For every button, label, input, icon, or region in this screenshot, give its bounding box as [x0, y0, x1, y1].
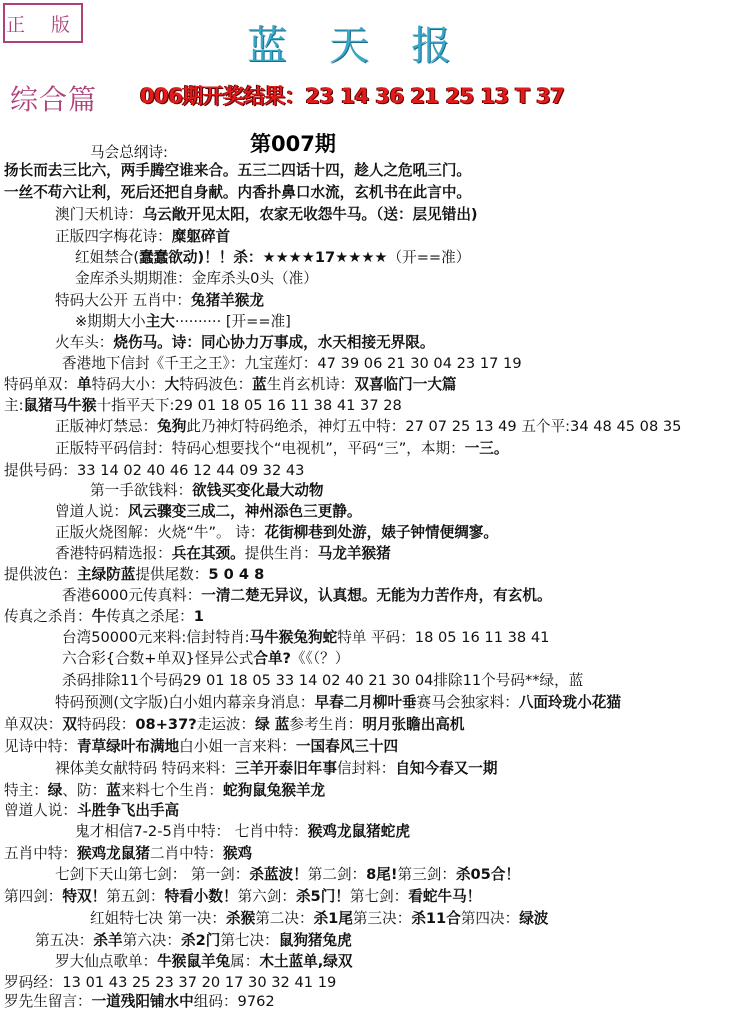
text-fragment: 正版特平码信封：特码心想要找个“电视机”，平码“三”，本期： [55, 440, 465, 457]
text-line [4, 782, 325, 800]
text-fragment: 来料七个生肖： [120, 782, 223, 799]
text-fragment: 33 14 02 40 46 12 44 09 32 43 [76, 462, 305, 479]
text-fragment: 马龙羊猴猪 [317, 545, 391, 562]
text-fragment: 第六剑： [237, 888, 296, 905]
text-fragment: 第二剑： [307, 866, 367, 883]
text-fragment: 单双决： [4, 716, 63, 733]
text-fragment: 单 [76, 376, 92, 393]
text-fragment: 特码大小： [91, 376, 165, 393]
text-fragment: 特码大公开 五肖中： [55, 292, 191, 309]
text-line [4, 993, 275, 1011]
text-line [55, 694, 621, 712]
text-line [55, 228, 230, 246]
text-line [55, 206, 478, 224]
text-fragment: 曾道人说： [4, 802, 77, 819]
text-line [4, 738, 398, 756]
text-fragment: 参考生肖： [289, 716, 363, 733]
text-fragment: 红姐特七决 第一决： [90, 910, 226, 927]
text-fragment: 特看小数！ [164, 888, 238, 905]
text-line [55, 545, 391, 563]
text-fragment: 猴鸡 [222, 845, 253, 862]
text-fragment: 提供尾数： [135, 566, 209, 583]
text-fragment: 七剑下天山第七剑： 第一剑： [55, 866, 250, 883]
text-fragment: 传真之杀肖： [4, 608, 92, 625]
text-fragment: 排除11个号码**绿，蓝 [433, 672, 584, 689]
text-fragment: 13 01 43 25 23 37 20 17 30 32 41 19 [62, 974, 337, 991]
text-fragment: )！！杀：★★★★17★★★★ [197, 249, 388, 266]
section-title: 综合篇 [10, 83, 98, 116]
text-line [62, 355, 522, 373]
text-fragment: 第七决： [220, 932, 279, 949]
text-line [4, 376, 457, 394]
text-fragment: 走运波： [196, 716, 256, 733]
text-fragment: 第四决： [460, 910, 520, 927]
text-fragment: 蓝单,绿双 [288, 953, 353, 970]
text-fragment: 八面玲珑小花猫 [518, 694, 621, 711]
text-fragment: 第一手欲钱料： [90, 482, 193, 499]
text-fragment: 罗先生留言： [4, 993, 92, 1010]
text-line [90, 482, 324, 500]
text-line [4, 566, 264, 584]
draw-result: 006期开奖结果：23 14 36 21 25 13 T 37 [140, 84, 565, 108]
text-fragment: 火车头： [55, 334, 114, 351]
text-fragment: 马牛猴兔狗蛇 [249, 629, 338, 646]
text-fragment: 特码预测(文字版)白小姐内幕亲身消息： [55, 694, 315, 711]
text-line [4, 716, 465, 734]
text-fragment: 主大 [145, 313, 175, 330]
text-fragment: 十指平天下: [96, 397, 175, 414]
text-fragment: 二肖中特： [149, 845, 223, 862]
text-fragment: 组码： [193, 993, 238, 1010]
text-fragment: 属： [230, 953, 260, 970]
text-fragment: 自知今春又一期 [395, 760, 498, 777]
text-fragment: 特码单双： [4, 376, 77, 393]
text-fragment: 《《（？） [291, 650, 350, 667]
text-fragment: 一三。 [464, 440, 509, 457]
text-fragment: 花街柳巷到处游，婊子钟情便绸寥。 [264, 524, 498, 541]
text-fragment: 香港6000元传真料： [62, 587, 202, 604]
text-line [4, 845, 252, 863]
text-fragment: 第四剑： [4, 888, 63, 905]
text-fragment: 香港地下信封《千王之王》：九宝莲灯： [62, 355, 318, 372]
text-line [4, 974, 336, 992]
text-fragment: 第五决： [35, 932, 94, 949]
text-fragment: 早春二月柳叶垂 [314, 694, 417, 711]
text-fragment: 第三决： [352, 910, 412, 927]
text-fragment: 烧伤马。诗：同心协力万事成，水天相接无界限。 [113, 334, 435, 351]
text-fragment: 马会总纲诗: [90, 144, 168, 161]
text-fragment: 鬼才相信7-2-5肖中特： 七肖中特： [75, 823, 308, 840]
text-fragment: ※期期大小 [75, 313, 146, 330]
text-fragment: 双 [62, 716, 77, 733]
text-fragment: 牛猴鼠羊兔 [157, 953, 231, 970]
text-fragment: 传真之杀尾： [106, 608, 194, 625]
text-fragment: 第七剑： [349, 888, 409, 905]
text-fragment: 特码波色： [179, 376, 253, 393]
text-line [55, 760, 498, 778]
text-fragment: 大 [164, 376, 180, 393]
text-fragment: 赛马会独家料： [416, 694, 519, 711]
text-fragment: 信封料： [336, 760, 396, 777]
text-fragment: 乌云敞开见太阳，农家无收怨牛马。（送：层见错出) [142, 206, 478, 223]
text-line [55, 866, 520, 884]
text-line [4, 184, 471, 202]
text-fragment: 三羊开泰旧年事 [234, 760, 337, 777]
text-fragment: 欲钱买变化最大动物 [192, 482, 324, 499]
text-line [55, 953, 352, 971]
text-fragment: 正版神灯禁忌： [55, 418, 158, 435]
text-line [55, 418, 681, 436]
text-fragment: 主: [4, 397, 24, 414]
text-fragment: 杀2门 [180, 932, 221, 949]
text-line [75, 270, 318, 288]
text-fragment: 杀猴 [225, 910, 256, 927]
text-fragment: 29 01 18 05 33 14 02 40 21 30 04 [182, 672, 434, 689]
text-line [75, 823, 410, 841]
text-fragment: ·········· [开==准] [174, 313, 291, 330]
text-line [4, 802, 179, 820]
authentic-stamp: 正 版 [3, 3, 83, 43]
text-fragment: 澳门天机诗： [55, 206, 143, 223]
text-fragment: 木土 [259, 953, 289, 970]
text-fragment: 斗胜争飞出手高 [76, 802, 180, 819]
text-fragment: 特单 平码： [337, 629, 415, 646]
text-fragment: 香港特码精选报： [55, 545, 172, 562]
text-fragment: （开==准） [387, 249, 471, 266]
text-fragment: 提供号码： [4, 462, 77, 479]
text-fragment: 正版火烧图解：火烧“牛”。 诗： [55, 524, 265, 541]
text-fragment: 绿 [47, 782, 63, 799]
text-fragment: 正版四字梅花诗： [55, 228, 172, 245]
text-fragment: 看蛇牛马！ [408, 888, 482, 905]
text-fragment: 08+37? [135, 716, 197, 733]
text-fragment: 鼠猪马牛猴 [23, 397, 97, 414]
text-fragment: 第二决： [255, 910, 314, 927]
issue-number: 第007期 [250, 132, 336, 156]
text-line [35, 932, 352, 950]
text-fragment: 提供波色： [4, 566, 77, 583]
text-fragment: 一丝不苟六让利，死后还把自身献。内香扑鼻口水流，玄机书在此言中。 [4, 184, 472, 201]
text-line [75, 313, 291, 331]
text-fragment: 红姐禁合( [75, 249, 140, 266]
text-fragment: 见诗中特： [4, 738, 77, 755]
text-line [4, 608, 204, 626]
text-fragment: 牛 [91, 608, 107, 625]
text-line [55, 503, 362, 521]
text-fragment: 5 0 4 8 [208, 566, 265, 583]
text-fragment: 明月张瞻出高机 [362, 716, 465, 733]
text-fragment: 扬长而去三比六，两手腾空谁来合。五三二四话十四，趁人之危吼三门。 [4, 162, 472, 179]
text-fragment: 兵在其颈。 [171, 545, 245, 562]
text-fragment: 、防： [62, 782, 107, 799]
text-fragment: 29 01 18 05 16 11 38 41 37 28 [174, 397, 402, 414]
text-fragment: 金库杀头期期准：金库杀头0头（准） [75, 270, 318, 287]
text-fragment: 绿波 [519, 910, 549, 927]
text-line [90, 910, 548, 928]
text-line [4, 162, 471, 180]
text-fragment: 杀1尾 [313, 910, 353, 927]
text-fragment: 9762 [237, 993, 275, 1010]
text-fragment: 双喜临门一大篇 [354, 376, 457, 393]
text-fragment: 蓝 [252, 376, 267, 393]
text-fragment: 绿 蓝 [255, 716, 290, 733]
text-fragment: 蛇狗鼠兔猴羊龙 [222, 782, 326, 799]
text-line [4, 462, 304, 480]
text-fragment: 蠢蠢欲动 [139, 249, 198, 266]
text-fragment: 杀码排除11个号码 [62, 672, 183, 689]
text-line [90, 144, 168, 162]
text-line [62, 672, 583, 690]
text-line [62, 650, 349, 668]
text-fragment: 生肖玄机诗： [266, 376, 355, 393]
text-line [62, 587, 552, 605]
text-fragment: 第五剑： [106, 888, 165, 905]
text-fragment: 合单? [253, 650, 291, 667]
masthead-title: 蓝天报 [247, 23, 493, 69]
text-fragment: 曾道人说： [55, 503, 128, 520]
text-fragment: 杀11合 [411, 910, 461, 927]
text-fragment: 糜躯碎首 [171, 228, 231, 245]
text-line [4, 888, 481, 906]
text-fragment: 特主： [4, 782, 48, 799]
text-fragment: 27 07 25 13 49 五个平:34 48 45 08 35 [405, 418, 682, 435]
text-line [55, 524, 498, 542]
text-fragment: 一国春风三十四 [295, 738, 399, 755]
text-fragment: 蓝 [106, 782, 121, 799]
text-fragment: 猴鸡龙鼠猪蛇虎 [307, 823, 410, 840]
text-fragment: 18 05 16 11 38 41 [414, 629, 550, 646]
text-fragment: 第三剑： [397, 866, 456, 883]
text-line [55, 334, 434, 352]
text-line [55, 440, 508, 458]
text-fragment: 47 39 06 21 30 04 23 17 19 [317, 355, 522, 372]
text-fragment: 台湾50000元来料:信封特肖: [62, 629, 250, 646]
text-fragment: 第六决： [122, 932, 181, 949]
text-fragment: 裸体美女献特码 特码来料： [55, 760, 235, 777]
text-fragment: 白小姐一言来料： [179, 738, 296, 755]
text-line [4, 397, 402, 415]
text-fragment: 鼠狗猪兔虎 [278, 932, 352, 949]
text-fragment: 兔狗 [157, 418, 187, 435]
text-fragment: 六合彩{合数+单双}怪异公式 [62, 650, 254, 667]
text-fragment: 兔猪羊猴龙 [190, 292, 264, 309]
text-fragment: 罗大仙点歌单： [55, 953, 158, 970]
text-fragment: 特双！ [62, 888, 107, 905]
text-fragment: 提供生肖： [244, 545, 318, 562]
text-line [75, 249, 470, 267]
text-fragment: 一清二楚无异议，认真想。无能为力苦作舟，有玄机。 [201, 587, 552, 604]
text-fragment: 此乃神灯特码绝杀，神灯五中特： [186, 418, 406, 435]
text-fragment: 杀蓝波！ [249, 866, 308, 883]
text-fragment: 杀羊 [93, 932, 123, 949]
text-fragment: 主绿防蓝 [76, 566, 136, 583]
text-line [55, 292, 264, 310]
text-fragment: 特码段： [77, 716, 136, 733]
text-fragment: 五肖中特： [4, 845, 77, 862]
text-fragment: 风云骤变三成二，神州添色三更静。 [127, 503, 362, 520]
text-fragment: 杀5门！ [295, 888, 350, 905]
text-fragment: 青草绿叶布满地 [76, 738, 180, 755]
text-fragment: 8尾! [366, 866, 398, 883]
text-fragment: 杀05合！ [455, 866, 521, 883]
text-fragment: 罗码经： [4, 974, 63, 991]
text-line [62, 629, 549, 647]
text-fragment: 猴鸡龙鼠猪 [76, 845, 150, 862]
text-fragment: 1 [193, 608, 204, 625]
text-fragment: 一道残阳铺水中 [91, 993, 194, 1010]
